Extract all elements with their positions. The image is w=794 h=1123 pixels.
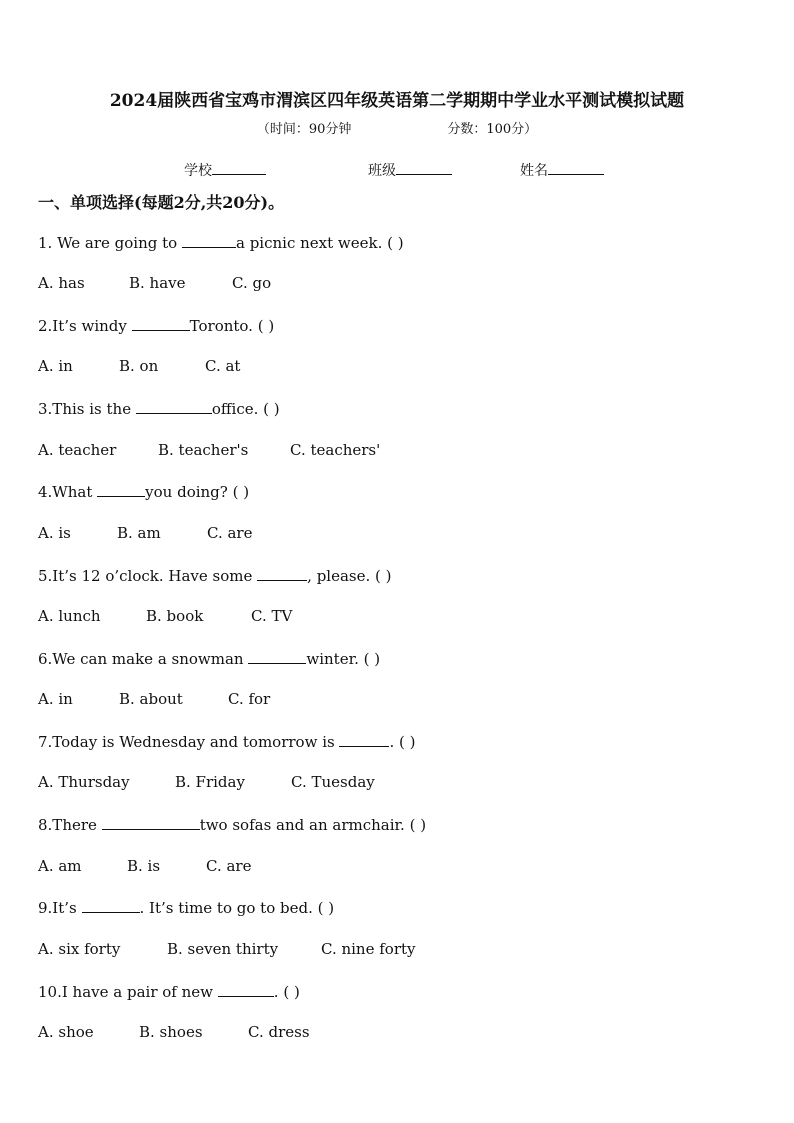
answer-blank[interactable] [248, 649, 306, 664]
option-b[interactable]: B. seven thirty [167, 940, 279, 958]
question-text-end: two sofas and an armchair. ( ) [199, 816, 427, 834]
question-text: 2.It’s windy [38, 317, 127, 335]
option-a[interactable]: A. six forty [38, 940, 121, 958]
option-c[interactable]: C. are [206, 857, 252, 875]
option-c[interactable]: C. at [205, 357, 241, 375]
answer-blank[interactable] [136, 399, 212, 414]
total-score: 分数：100分） [447, 122, 538, 137]
option-b[interactable]: B. is [127, 857, 161, 875]
question [38, 399, 280, 418]
question [38, 982, 300, 1001]
option-b[interactable]: B. have [129, 274, 186, 292]
answer-blank[interactable] [218, 982, 274, 997]
question-text: 3.This is the [38, 400, 132, 418]
options-row [38, 524, 252, 542]
option-b[interactable]: B. teacher's [158, 441, 249, 459]
option-b[interactable]: B. about [119, 690, 183, 708]
option-c[interactable]: C. teachers' [290, 441, 381, 459]
question-text: 4.What [38, 483, 93, 501]
question [38, 898, 334, 917]
question-text: 9.It’s [38, 899, 77, 917]
option-b[interactable]: B. am [117, 524, 161, 542]
option-b[interactable]: B. Friday [175, 773, 245, 791]
question-text-end: winter. ( ) [306, 650, 381, 668]
question [38, 815, 426, 834]
options-row [38, 441, 380, 459]
question-text-end: . ( ) [273, 983, 300, 1001]
option-c[interactable]: C. nine forty [321, 940, 416, 958]
answer-blank[interactable] [257, 566, 307, 581]
answer-blank[interactable] [182, 233, 236, 248]
options-row [38, 940, 416, 958]
option-a[interactable]: A. in [38, 357, 73, 375]
question-text-end: . It’s time to go to bed. ( ) [139, 899, 335, 917]
name-field [520, 160, 604, 180]
school-field [184, 160, 266, 180]
option-b[interactable]: B. on [119, 357, 159, 375]
options-row [38, 357, 240, 375]
class-blank[interactable] [396, 160, 452, 175]
option-c[interactable]: C. dress [248, 1023, 310, 1041]
question-text-end: a picnic next week. ( ) [235, 234, 404, 252]
question-text: 6.We can make a snowman [38, 650, 244, 668]
name-label: 姓名 [520, 163, 548, 179]
question-text-end: you doing? ( ) [145, 483, 250, 501]
answer-blank[interactable] [339, 732, 389, 747]
class-label: 班级 [368, 163, 396, 179]
question-text: 5.It’s 12 o’clock. Have some [38, 567, 253, 585]
options-row [38, 1023, 310, 1041]
question [38, 233, 404, 252]
question-text-end: , please. ( ) [307, 567, 392, 585]
question [38, 566, 392, 585]
exam-title: 2024届陕西省宝鸡市渭滨区四年级英语第二学期期中学业水平测试模拟试题 [109, 91, 685, 111]
question-text: 10.I have a pair of new [38, 983, 213, 1001]
question-text-end: . ( ) [389, 733, 416, 751]
school-label: 学校 [184, 163, 212, 179]
option-c[interactable]: C. for [228, 690, 271, 708]
class-field [368, 160, 452, 180]
question-text: 1. We are going to [38, 234, 178, 252]
option-a[interactable]: A. lunch [38, 607, 101, 625]
option-b[interactable]: B. shoes [139, 1023, 203, 1041]
options-row [38, 690, 270, 708]
option-c[interactable]: C. go [232, 274, 272, 292]
question-text: 7.Today is Wednesday and tomorrow is [38, 733, 335, 751]
option-a[interactable]: A. shoe [38, 1023, 94, 1041]
option-a[interactable]: A. Thursday [38, 773, 130, 791]
question-text: 8.There [38, 816, 97, 834]
option-c[interactable]: C. TV [251, 607, 293, 625]
option-a[interactable]: A. in [38, 690, 73, 708]
question-text-end: Toronto. ( ) [189, 317, 275, 335]
school-blank[interactable] [212, 160, 266, 175]
options-row [38, 274, 271, 292]
question [38, 732, 416, 751]
name-blank[interactable] [548, 160, 604, 175]
answer-blank[interactable] [97, 482, 145, 497]
answer-blank[interactable] [102, 815, 200, 830]
exam-subtitle [0, 118, 794, 137]
question [38, 316, 274, 335]
time-limit: （时间：90分钟 [256, 122, 352, 137]
answer-blank[interactable] [132, 316, 190, 331]
answer-blank[interactable] [82, 898, 140, 913]
option-b[interactable]: B. book [146, 607, 204, 625]
section-heading: 一、单项选择(每题2分,共20分)。 [38, 193, 285, 212]
options-row [38, 607, 292, 625]
option-a[interactable]: A. has [38, 274, 85, 292]
option-c[interactable]: C. Tuesday [291, 773, 375, 791]
option-a[interactable]: A. am [38, 857, 82, 875]
question-text-end: office. ( ) [211, 400, 280, 418]
option-a[interactable]: A. is [38, 524, 71, 542]
question [38, 482, 249, 501]
options-row [38, 773, 375, 791]
option-c[interactable]: C. are [207, 524, 253, 542]
question [38, 649, 380, 668]
option-a[interactable]: A. teacher [38, 441, 117, 459]
options-row [38, 857, 251, 875]
